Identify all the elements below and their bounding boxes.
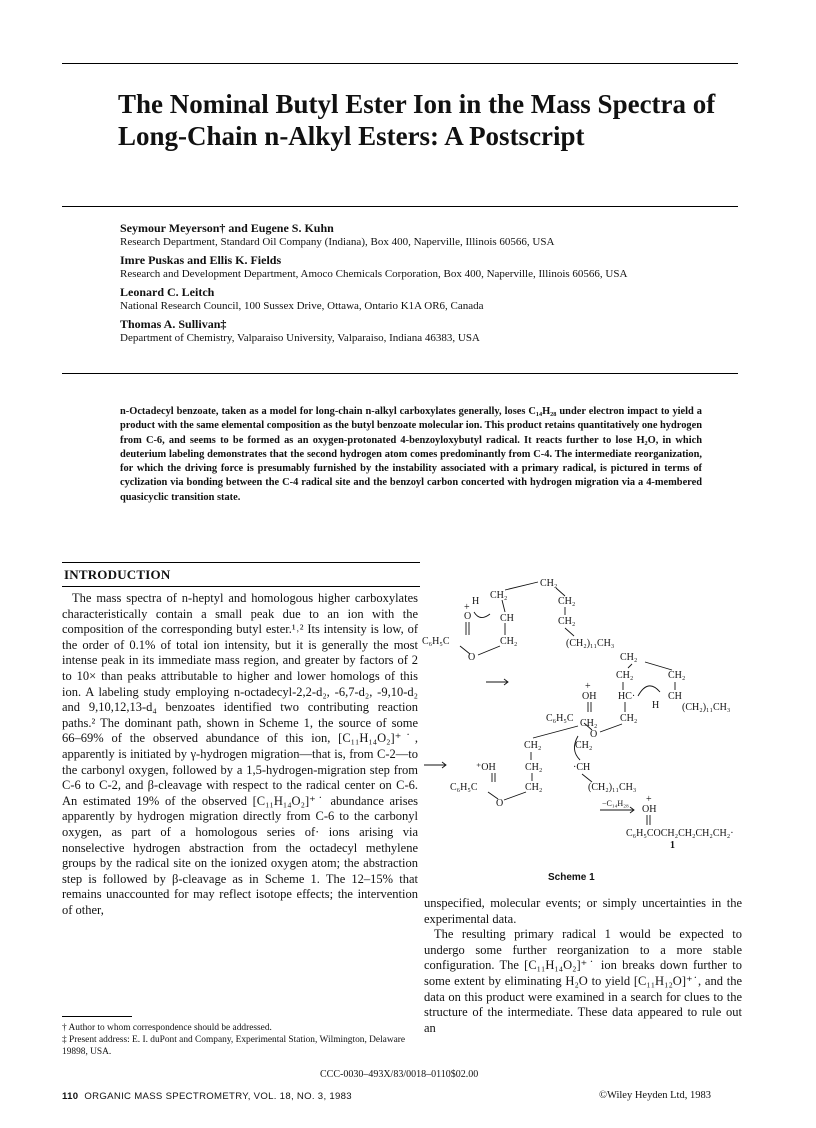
authors-rule — [62, 373, 738, 374]
author-names: Imre Puskas and Ellis K. Fields — [120, 253, 282, 267]
scheme-label: H — [472, 596, 480, 607]
scheme-product — [626, 794, 734, 848]
scheme-label: ⁺OH — [476, 762, 496, 773]
abstract: n-Octadecyl benzoate, taken as a model for long-chain n-alkyl carboxylates generally, loses C₁₄H₂₈ under electron impact to yield a product with the same elemental composition as the butyl benzoate molecular ion. This product retains quantitatively one hydrogen from C-6, and seems to be formed as an oxygen-protonated 4-benzoyloxybutyl radical. It reacts further to lose H₂O, in which deuterium labeling demonstrates that the second hydrogen atom comes predominantly from C-4. The intermediate reorganization, for which the driving force is presumably furnished by the instability associated with a primary radical, is pictured in terms of cyclization via bonding between the C-4 radical site and the benzoyl carbon concerted with hydrogen migration via a 4-membered quasicyclic transition state. — [120, 406, 702, 503]
author-names: Thomas A. Sullivan‡ — [120, 317, 227, 331]
scheme-label: CH₂ — [668, 670, 686, 681]
scheme-label: CH₂ — [580, 718, 598, 729]
scheme-label: + — [646, 794, 652, 805]
scheme-label: CH — [500, 613, 514, 624]
scheme-label: CH₂ — [620, 652, 638, 663]
right-paragraph-1: unspecified, molecular events; or simply uncertainties in the experimental data. — [424, 896, 742, 926]
scheme-label: CH₂ — [525, 782, 543, 793]
scheme-label: (CH₂)₁₁CH₃ — [682, 702, 731, 713]
scheme-caption: Scheme 1 — [548, 872, 595, 883]
page-number: 110 — [62, 1091, 79, 1102]
footnote-rule — [62, 1016, 132, 1017]
scheme-label: CH₂ — [490, 590, 508, 601]
right-paragraph-2: The resulting primary radical 1 would be expected to undergo some further reorganization to a more stable configuration. The [C₁₁H₁₄O₂]⁺˙ ion breaks down further to some extent by eliminating H₂O to yield [C₁₁H₁₂O]⁺˙, and the data on this product were examined in a search for clues to the structure of the intermediate. These data appeared to rule out an — [424, 927, 742, 1035]
author-affiliation: Department of Chemistry, Valparaiso University, Valparaiso, Indiana 46383, USA — [120, 332, 480, 344]
scheme-label: (CH₂)₁₁CH₃ — [566, 638, 615, 649]
scheme-label: + — [464, 602, 470, 613]
paper-title: The Nominal Butyl Ester Ion in the Mass Spectra of Long-Chain n-Alkyl Esters: A Postscript — [118, 89, 716, 151]
scheme-label: (CH₂)₁₁CH₃ — [588, 782, 637, 793]
left-column-text — [62, 591, 418, 918]
scheme-label: CH₂ — [616, 670, 634, 681]
scheme-label: OH — [642, 804, 657, 815]
scheme-label: CH₂ — [558, 596, 576, 607]
section-heading: INTRODUCTION — [62, 562, 420, 587]
scheme-label: C₆H₅COCH₂CH₂CH₂CH₂· — [626, 828, 734, 839]
scheme-label: CH₂ — [540, 578, 558, 589]
author-affiliation: Research Department, Standard Oil Company (Indiana), Box 400, Naperville, Illinois 60566, USA — [120, 236, 555, 248]
footnote: ‡ Present address: E. I. duPont and Company, Experimental Station, Wilmington, Delaware 19898, USA. — [62, 1035, 406, 1057]
scheme-label: OH — [582, 691, 597, 702]
scheme-label: HC· — [618, 691, 636, 702]
scheme-label: O — [496, 798, 504, 809]
author-names: Seymour Meyerson† and Eugene S. Kuhn — [120, 221, 334, 235]
scheme-loss-label: −C₁₄H₂₈ — [602, 799, 629, 808]
scheme-label: O — [468, 652, 476, 663]
title-rule — [62, 206, 738, 207]
scheme-label: H — [652, 700, 660, 711]
scheme-1-diagram — [420, 578, 750, 848]
journal-info: ORGANIC MASS SPECTROMETRY, VOL. 18, NO. 3, 1983 — [84, 1091, 352, 1102]
scheme-label: CH₂ — [524, 740, 542, 751]
top-rule — [62, 63, 738, 64]
scheme-label: CH₂ — [620, 713, 638, 724]
scheme-label: CH₂ — [575, 740, 593, 751]
scheme-label: CH₂ — [500, 636, 518, 647]
right-column-text — [424, 896, 742, 1036]
footnotes — [62, 1022, 418, 1058]
scheme-label: O — [464, 611, 472, 622]
scheme-label: C₆H₅C — [422, 636, 450, 647]
author-affiliation: National Research Council, 100 Sussex Drive, Ottawa, Ontario K1A OR6, Canada — [120, 300, 484, 312]
footnote: † Author to whom correspondence should be addressed. — [62, 1023, 272, 1033]
copyright: ©Wiley Heyden Ltd, 1983 — [599, 1090, 711, 1101]
scheme-label: CH₂ — [525, 762, 543, 773]
compound-number: 1 — [670, 840, 675, 848]
ccc-code: CCC-0030–493X/83/0018–0110$02.00 — [320, 1069, 479, 1080]
scheme-label: C₆H₅C — [546, 713, 574, 724]
scheme-structure-3 — [450, 718, 636, 809]
scheme-structure-1 — [422, 578, 614, 663]
scheme-label: + — [585, 681, 591, 692]
intro-paragraph: The mass spectra of n-heptyl and homologous higher carboxylates characteristically contain a small peak due to an ion with the composition of the corresponding butyl ester.¹˒² Its intensity is low, of the order of 0.1% of total ion intensity, but it is generally the most intense peak in its immediate mass region, and greater by factors of 2 to 10× than peaks attributable to higher and lower homologs of this ion. A labeling study employing n-octadecyl-2,2-d₂, -6,7-d₂, -9,10-d₂ and 9,10,12,13-d₄ benzoates identified two contributing reaction paths.² The dominant path, shown in Scheme 1, the source of some 66–69% of the observed abundance of this ion, [C₁₁H₁₄O₂]⁺˙, apparently is initiated by γ-hydrogen migration—that is, from C-2—to the carbonyl oxygen, followed by a 1,5-hydrogen-migration step from C-6 to C-2, and β-cleavage with respect to the radical center on C-6. An estimated 19% of the observed [C₁₁H₁₄O₂]⁺˙ abundance arises apparently by hydrogen migration directly from C-6 to the carbonyl oxygen, as part of a homologous series of· ions arising via nonselective hydrogen abstraction from the octadecyl methylene groups by the radical site on the ionized oxygen atom; the abstraction step is followed by β-cleavage as in Scheme 1. The 12–15% that remains unaccounted for may reflect isotope effects; the intervention of other, — [62, 591, 418, 917]
scheme-label: ·CH — [573, 762, 591, 773]
scheme-label: O — [590, 729, 598, 740]
scheme-label: CH — [668, 691, 682, 702]
scheme-label: CH₂ — [558, 616, 576, 627]
page-footer — [62, 1091, 352, 1102]
author-names: Leonard C. Leitch — [120, 285, 215, 299]
author-affiliation: Research and Development Department, Amoco Chemicals Corporation, Box 400, Naperville, Illinois 60566, USA — [120, 268, 628, 280]
author-block — [120, 221, 740, 349]
scheme-label: C₆H₅C — [450, 782, 478, 793]
